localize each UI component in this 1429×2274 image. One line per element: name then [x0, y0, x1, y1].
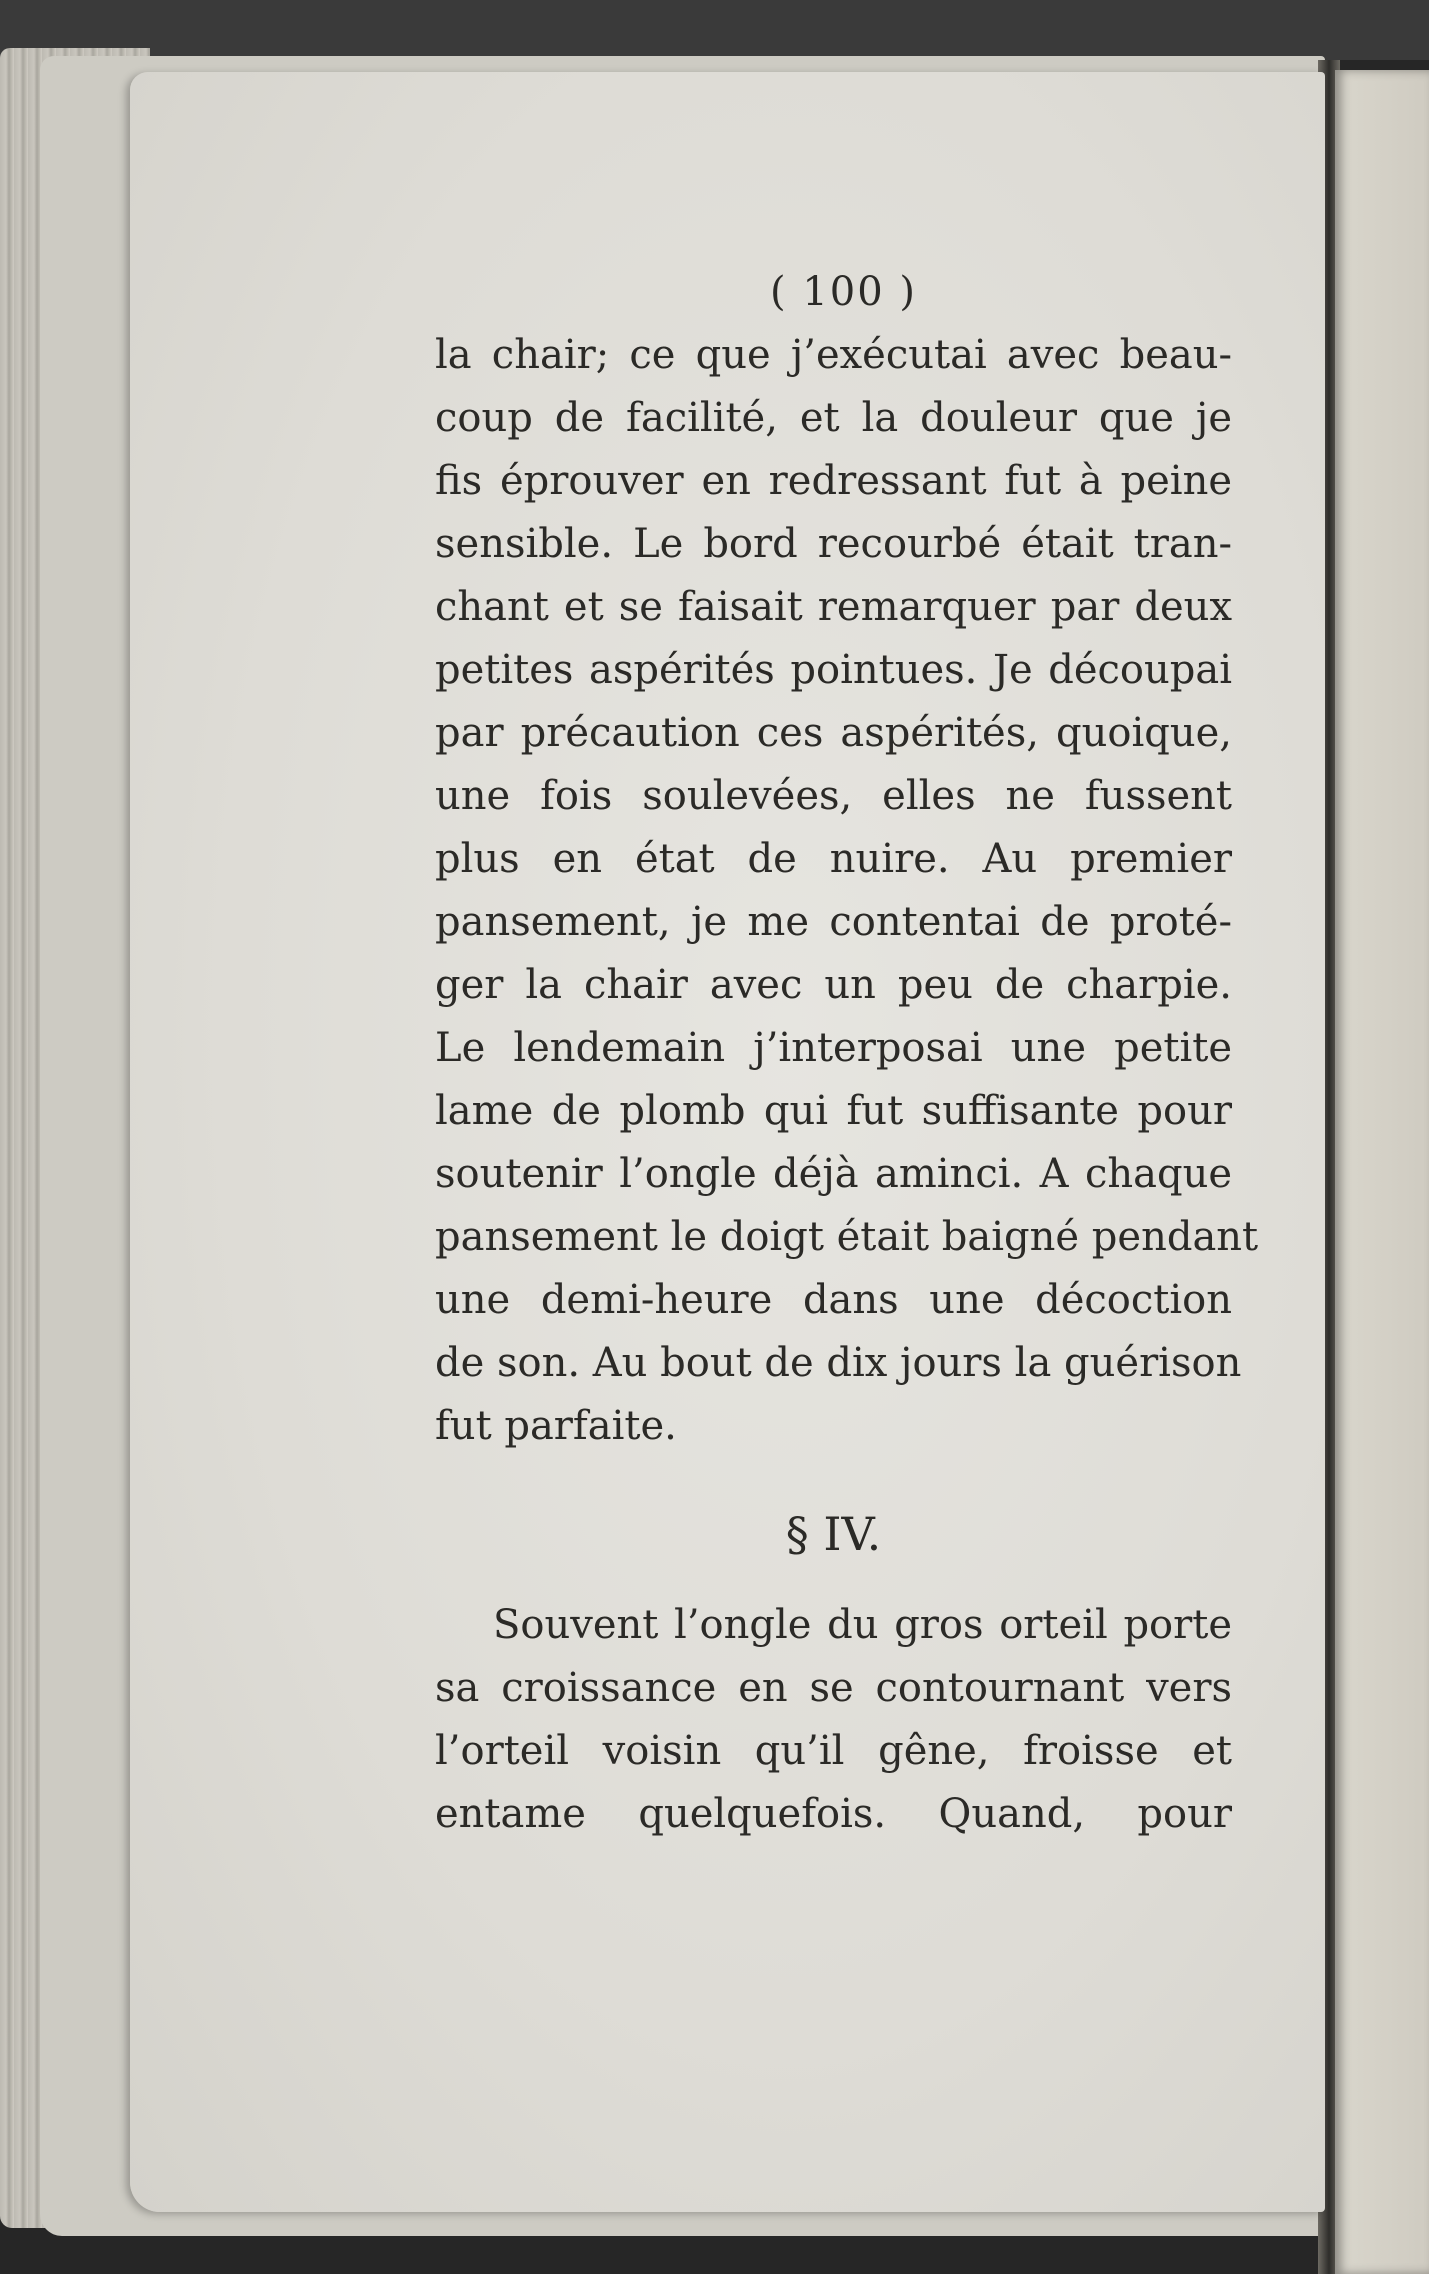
text-line: ger la chair avec un peu de charpie.	[435, 962, 1232, 1008]
text-line: pansement le doigt était baigné pendant	[435, 1214, 1259, 1260]
text-line: sensible. Le bord recourbé était tran-	[435, 521, 1232, 567]
text-line: la chair; ce que j’exécutai avec beau-	[435, 332, 1232, 378]
scan-background	[0, 0, 1429, 60]
text-line: lame de plomb qui fut suffisante pour	[435, 1088, 1232, 1134]
text-line: entame quelquefois. Quand, pour	[435, 1791, 1232, 1837]
text-line: de son. Au bout de dix jours la guérison	[435, 1340, 1242, 1386]
text-line: fis éprouver en redressant fut à peine	[435, 458, 1232, 504]
paragraph-2	[435, 1594, 1232, 1846]
text-line: une fois soulevées, elles ne fussent	[435, 773, 1232, 819]
text-line: coup de facilité, et la douleur que je	[435, 395, 1232, 441]
text-line: plus en état de nuire. Au premier	[435, 836, 1232, 882]
facing-page-edge	[1335, 70, 1429, 2274]
text-line: soutenir l’ongle déjà aminci. A chaque	[435, 1151, 1232, 1197]
text-line: par précaution ces aspérités, quoique,	[435, 710, 1232, 756]
paragraph-1	[435, 324, 1259, 1458]
text-line: Le lendemain j’interposai une petite	[435, 1025, 1232, 1071]
text-line: fut parfaite.	[435, 1403, 677, 1449]
text-line: sa croissance en se contournant vers	[435, 1665, 1232, 1711]
section-heading: § IV.	[785, 1507, 882, 1561]
page-number: ( 100 )	[770, 269, 917, 315]
text-line: l’orteil voisin qu’il gêne, froisse et	[435, 1728, 1232, 1774]
text-line: chant et se faisait remarquer par deux	[435, 584, 1232, 630]
text-line: Souvent l’ongle du gros orteil porte	[493, 1602, 1232, 1648]
page-text	[435, 260, 1259, 1846]
text-line: petites aspérités pointues. Je découpai	[435, 647, 1232, 693]
text-line: une demi-heure dans une décoction	[435, 1277, 1232, 1323]
text-line: pansement, je me contentai de proté-	[435, 899, 1232, 945]
